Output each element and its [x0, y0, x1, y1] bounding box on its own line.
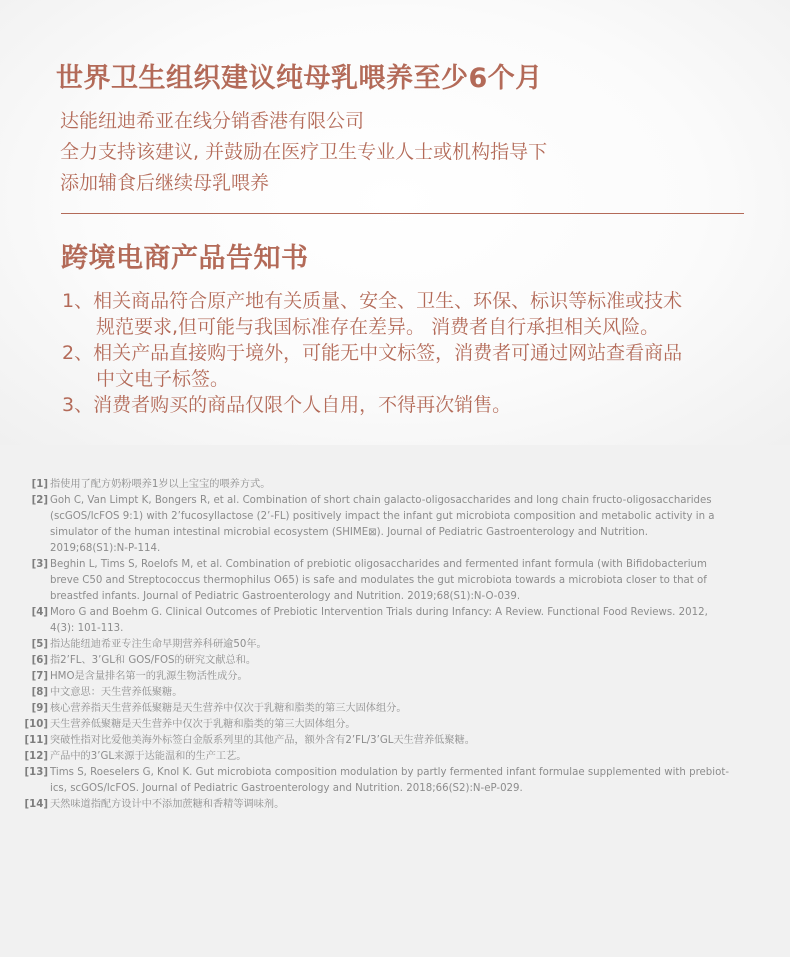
reference-text: [50, 605, 764, 637]
reference-text: [50, 765, 764, 797]
reference-item: [24, 669, 764, 685]
reference-line: 突破性指对比爱他美海外标签白金版系列里的其他产品，额外含有2’FL/3’GL天生营养低聚糖。: [50, 735, 475, 746]
reference-line: 天然味道指配方设计中不添加蔗糖和香精等调味剂。: [50, 799, 285, 810]
reference-text: [50, 669, 764, 685]
reference-text: [50, 557, 764, 605]
intro-text: [60, 106, 760, 199]
reference-item: [24, 797, 764, 813]
reference-number: [6]: [31, 655, 48, 666]
reference-line: 指2’FL、3’GL和 GOS/FOS的研究文献总和。: [50, 655, 257, 666]
reference-number: [3]: [31, 559, 48, 570]
reference-line: ics, scGOS/lcFOS. Journal of Pediatric Gastroenterology and Nutrition. 2018;66(S2):N-eP-029.: [50, 783, 523, 794]
reference-line: Tims S, Roeselers G, Knol K. Gut microbiota composition modulation by partly fermented infant formulae supplemented with prebiot-: [50, 767, 730, 778]
reference-number: [8]: [31, 687, 48, 698]
reference-line: 4(3): 101-113.: [50, 623, 124, 634]
reference-text: [50, 653, 764, 669]
who-recommendation-title: 世界卫生组织建议纯母乳喂养至少6个月: [56, 63, 543, 94]
reference-number: [9]: [31, 703, 48, 714]
reference-text: [50, 637, 764, 653]
references-list: [24, 477, 764, 813]
notice-list: [62, 288, 762, 418]
reference-number: [2]: [31, 495, 48, 506]
reference-number: [7]: [31, 671, 48, 682]
reference-line: 中文意思：天生营养低聚糖。: [50, 687, 183, 698]
intro-line: 添加辅食后继续母乳喂养: [60, 172, 270, 194]
reference-line: 天生营养低聚糖是天生营养中仅次于乳糖和脂类的第三大固体组分。: [50, 719, 356, 730]
reference-text: [50, 701, 764, 717]
reference-item: [24, 749, 764, 765]
intro-line: 达能纽迪希亚在线分销香港有限公司: [60, 110, 365, 132]
reference-item: [24, 765, 764, 797]
reference-text: [50, 493, 764, 557]
reference-text: [50, 717, 764, 733]
reference-text: [50, 797, 764, 813]
reference-number: [4]: [31, 607, 48, 618]
notice-panel: [0, 0, 790, 445]
reference-line: breve C50 and Streptococcus thermophilus O65) is safe and modulates the gut microbiota towards a microbiota closer to that of: [50, 575, 707, 586]
reference-line: 指使用了配方奶粉喂养1岁以上宝宝的喂养方式。: [50, 479, 271, 490]
divider: [61, 213, 744, 214]
reference-number: [14]: [24, 799, 48, 810]
reference-line: HMO是含量排名第一的乳源生物活性成分。: [50, 671, 248, 682]
reference-line: Goh C, Van Limpt K, Bongers R, et al. Combination of short chain galacto-oligosaccharides and long chain fructo-oligosaccharides: [50, 495, 712, 506]
reference-text: [50, 749, 764, 765]
reference-line: simulator of the human intestinal microbial ecosystem (SHIME⊠). Journal of Pediatric Gastroenterology and Nutrition.: [50, 527, 648, 538]
notice-item: 1、相关商品符合原产地有关质量、安全、卫生、环保、标识等标准或技术 规范要求,但可能与我国标准存在差异。 消费者自行承担相关风险。: [62, 290, 683, 338]
reference-item: [24, 685, 764, 701]
reference-item: [24, 637, 764, 653]
reference-number: [5]: [31, 639, 48, 650]
reference-line: Beghin L, Tims S, Roelofs M, et al. Combination of prebiotic oligosaccharides and fermented infant formula (with Bifidobacterium: [50, 559, 707, 570]
reference-text: [50, 685, 764, 701]
reference-item: [24, 493, 764, 557]
reference-item: [24, 717, 764, 733]
reference-item: [24, 733, 764, 749]
reference-item: [24, 701, 764, 717]
reference-item: [24, 557, 764, 605]
reference-number: [12]: [24, 751, 48, 762]
reference-item: [24, 477, 764, 493]
notice-item: 2、相关产品直接购于境外，可能无中文标签，消费者可通过网站查看商品 中文电子标签。: [62, 342, 683, 390]
reference-number: [10]: [24, 719, 48, 730]
intro-line: 全力支持该建议, 并鼓励在医疗卫生专业人士或机构指导下: [60, 141, 548, 163]
reference-line: 产品中的3’GL来源于达能温和的生产工艺。: [50, 751, 247, 762]
notice-item: 3、消费者购买的商品仅限个人自用，不得再次销售。: [62, 394, 512, 416]
reference-text: [50, 733, 764, 749]
reference-line: 指达能纽迪希亚专注生命早期营养科研逾50年。: [50, 639, 267, 650]
reference-line: Moro G and Boehm G. Clinical Outcomes of Prebiotic Intervention Trials during Infancy: A Review. Functional Food Reviews. 2012,: [50, 607, 708, 618]
reference-item: [24, 605, 764, 637]
reference-line: 核心营养指天生营养低聚糖是天生营养中仅次于乳糖和脂类的第三大固体组分。: [50, 703, 407, 714]
reference-line: (scGOS/lcFOS 9:1) with 2’fucosyllactose (2’-FL) positively impact the infant gut microbiota composition and metabolic activity in a: [50, 511, 715, 522]
reference-line: 2019;68(S1):N-P-114.: [50, 543, 161, 554]
reference-item: [24, 653, 764, 669]
reference-text: [50, 477, 764, 493]
cross-border-notice-title: 跨境电商产品告知书: [61, 243, 309, 274]
reference-number: [11]: [24, 735, 48, 746]
reference-number: [13]: [24, 767, 48, 778]
reference-number: [1]: [31, 479, 48, 490]
reference-line: breastfed infants. Journal of Pediatric Gastroenterology and Nutrition. 2019;68(S1):N-O-039.: [50, 591, 521, 602]
